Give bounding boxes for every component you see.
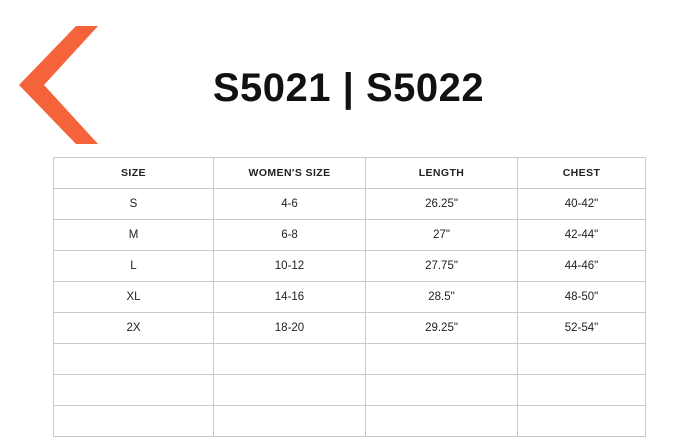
column-header-length: LENGTH (366, 158, 518, 189)
cell-length: 27.75" (366, 251, 518, 282)
cell-size: 2X (54, 313, 214, 344)
cell-size: M (54, 220, 214, 251)
table-row (54, 282, 646, 313)
cell-chest: 40-42" (518, 189, 646, 220)
size-chart-table-wrapper (53, 157, 645, 437)
table-row (54, 189, 646, 220)
table-header (54, 158, 646, 189)
table-row-empty (54, 375, 646, 406)
cell-womens-size: 6-8 (214, 220, 366, 251)
column-header-womens-size: WOMEN'S SIZE (214, 158, 366, 189)
page-title: S5021 | S5022 (212, 66, 485, 110)
table-body (54, 189, 646, 437)
cell-chest: 42-44" (518, 220, 646, 251)
cell-chest: 48-50" (518, 282, 646, 313)
table-row-empty (54, 406, 646, 437)
cell-chest (518, 375, 646, 406)
cell-size: XL (54, 282, 214, 313)
cell-womens-size (214, 406, 366, 437)
cell-womens-size: 14-16 (214, 282, 366, 313)
cell-womens-size: 18-20 (214, 313, 366, 344)
cell-size: S (54, 189, 214, 220)
cell-womens-size (214, 344, 366, 375)
cell-size (54, 344, 214, 375)
cell-length: 27" (366, 220, 518, 251)
column-header-size: SIZE (54, 158, 214, 189)
cell-womens-size: 10-12 (214, 251, 366, 282)
cell-womens-size: 4-6 (214, 189, 366, 220)
cell-chest (518, 406, 646, 437)
cell-length: 26.25" (366, 189, 518, 220)
cell-size: L (54, 251, 214, 282)
cell-length (366, 344, 518, 375)
size-chart-table (53, 157, 646, 437)
table-row (54, 313, 646, 344)
table-row (54, 251, 646, 282)
table-row (54, 220, 646, 251)
cell-womens-size (214, 375, 366, 406)
cell-chest: 44-46" (518, 251, 646, 282)
cell-length: 29.25" (366, 313, 518, 344)
cell-length (366, 375, 518, 406)
cell-chest: 52-54" (518, 313, 646, 344)
cell-chest (518, 344, 646, 375)
cell-size (54, 375, 214, 406)
table-row-empty (54, 344, 646, 375)
cell-size (54, 406, 214, 437)
column-header-chest: CHEST (518, 158, 646, 189)
cell-length: 28.5" (366, 282, 518, 313)
table-header-row (54, 158, 646, 189)
cell-length (366, 406, 518, 437)
